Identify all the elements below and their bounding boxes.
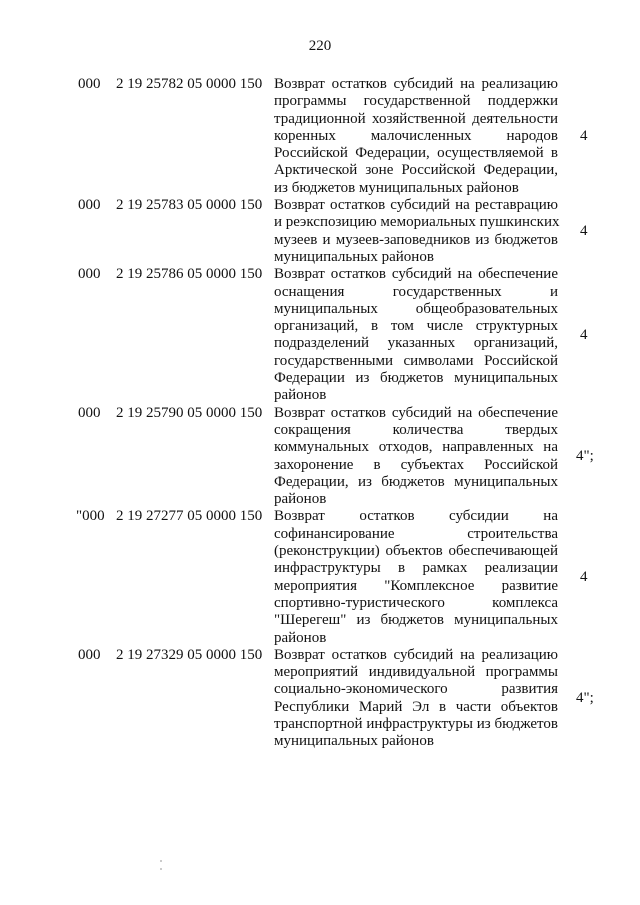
description-line: музеев и музеев-заповедников из бюджетов <box>274 231 558 248</box>
description-line: муниципальных районов <box>274 248 434 265</box>
scan-speck <box>160 868 162 870</box>
description-cell <box>274 197 558 266</box>
description-line: захоронение в субъектах Российской <box>274 456 558 473</box>
description-line: (реконструкции) объектов обеспечивающей <box>274 543 558 560</box>
description-line: Возврат остатков субсидий на реализацию <box>274 76 558 92</box>
description-line: мероприятия "Комплексное развитие <box>274 577 558 594</box>
description-line: коммунальных отходов, направленных на <box>274 439 558 456</box>
table-row <box>0 266 640 404</box>
description-cell <box>274 76 558 197</box>
description-line: программы государственной поддержки <box>274 93 558 110</box>
description-line: мероприятий индивидуальной программы <box>274 664 558 681</box>
table-row <box>0 197 640 266</box>
description-line: районов <box>274 387 327 404</box>
admin-code-cell: "000 <box>76 508 105 525</box>
description-line: софинансирование строительства <box>274 525 558 542</box>
budget-code-cell: 2 19 27329 05 0000 150 <box>116 646 263 663</box>
budget-code-cell: 2 19 25790 05 0000 150 <box>116 404 263 421</box>
description-line: районов <box>274 491 327 508</box>
description-line: Возврат остатков субсидий на обеспечение <box>274 404 558 421</box>
description-cell <box>274 266 558 404</box>
description-line: Федерации из бюджетов муниципальных <box>274 370 558 387</box>
description-line: организаций, в том числе структурных <box>274 318 558 335</box>
table-row <box>0 405 640 509</box>
description-line: транспортной инфраструктуры из бюджетов <box>274 715 558 732</box>
description-line: социально-экономического развития <box>274 681 558 698</box>
description-cell <box>274 508 558 646</box>
table-row <box>0 647 640 751</box>
norm-value: 4 <box>580 127 588 144</box>
norm-cell <box>558 405 620 509</box>
description-line: Возврат остатков субсидий на реставрацию <box>274 197 558 214</box>
description-line: коренных малочисленных народов <box>274 127 558 144</box>
description-line: и реэкспозицию мемориальных пушкинских <box>274 214 560 231</box>
description-line: Российской Федерации, осуществляемой в <box>274 145 558 162</box>
description-line: государственными символами Российской <box>274 352 558 369</box>
page-number: 220 <box>308 38 332 54</box>
description-cell <box>274 647 558 751</box>
budget-code-cell: 2 19 25786 05 0000 150 <box>116 266 263 283</box>
description-line: оснащения государственных и <box>274 283 558 300</box>
description-line: сокращения количества твердых <box>274 421 558 438</box>
description-line: подразделений указанных организаций, <box>274 335 558 352</box>
norm-value: 4 <box>580 568 588 585</box>
norm-value: 4 <box>580 223 588 240</box>
budget-code-cell: 2 19 25782 05 0000 150 <box>116 76 263 92</box>
description-line: инфраструктуры в рамках реализации <box>274 560 558 577</box>
admin-code-cell: 000 <box>78 266 101 283</box>
admin-code-cell: 000 <box>78 404 101 421</box>
norm-cell <box>558 76 620 197</box>
description-line: Возврат остатков субсидии на <box>274 508 558 525</box>
budget-code-cell: 2 19 25783 05 0000 150 <box>116 197 263 214</box>
norm-value: 4"; <box>576 447 594 464</box>
description-line: Арктической зоне Российской Федерации, <box>274 162 558 179</box>
budget-code-cell: 2 19 27277 05 0000 150 <box>116 508 263 525</box>
norm-cell <box>558 508 620 646</box>
description-line: "Шерегеш" из бюджетов муниципальных <box>274 612 558 629</box>
admin-code-cell: 000 <box>78 197 101 214</box>
norm-value: 4"; <box>576 690 594 707</box>
table-row <box>0 508 640 646</box>
description-line: районов <box>274 629 327 646</box>
norm-value: 4 <box>580 326 588 343</box>
description-line: Возврат остатков субсидий на реализацию <box>274 646 558 663</box>
description-line: из бюджетов муниципальных районов <box>274 179 519 196</box>
description-cell <box>274 405 558 509</box>
income-codes-table <box>0 76 640 751</box>
norm-cell <box>558 266 620 404</box>
description-line: Федерации, из бюджетов муниципальных <box>274 473 558 490</box>
description-line: традиционной хозяйственной деятельности <box>274 110 558 127</box>
admin-code-cell: 000 <box>78 646 101 663</box>
description-line: Возврат остатков субсидий на обеспечение <box>274 266 558 283</box>
description-line: Республики Марий Эл в части объектов <box>274 698 558 715</box>
description-line: муниципальных районов <box>274 733 434 750</box>
table-row <box>0 76 640 197</box>
description-line: спортивно-туристического комплекса <box>274 594 558 611</box>
admin-code-cell: 000 <box>78 76 101 92</box>
norm-cell <box>558 197 620 266</box>
scan-speck <box>160 860 162 862</box>
description-line: муниципальных общеобразовательных <box>274 300 558 317</box>
norm-cell <box>558 647 620 751</box>
